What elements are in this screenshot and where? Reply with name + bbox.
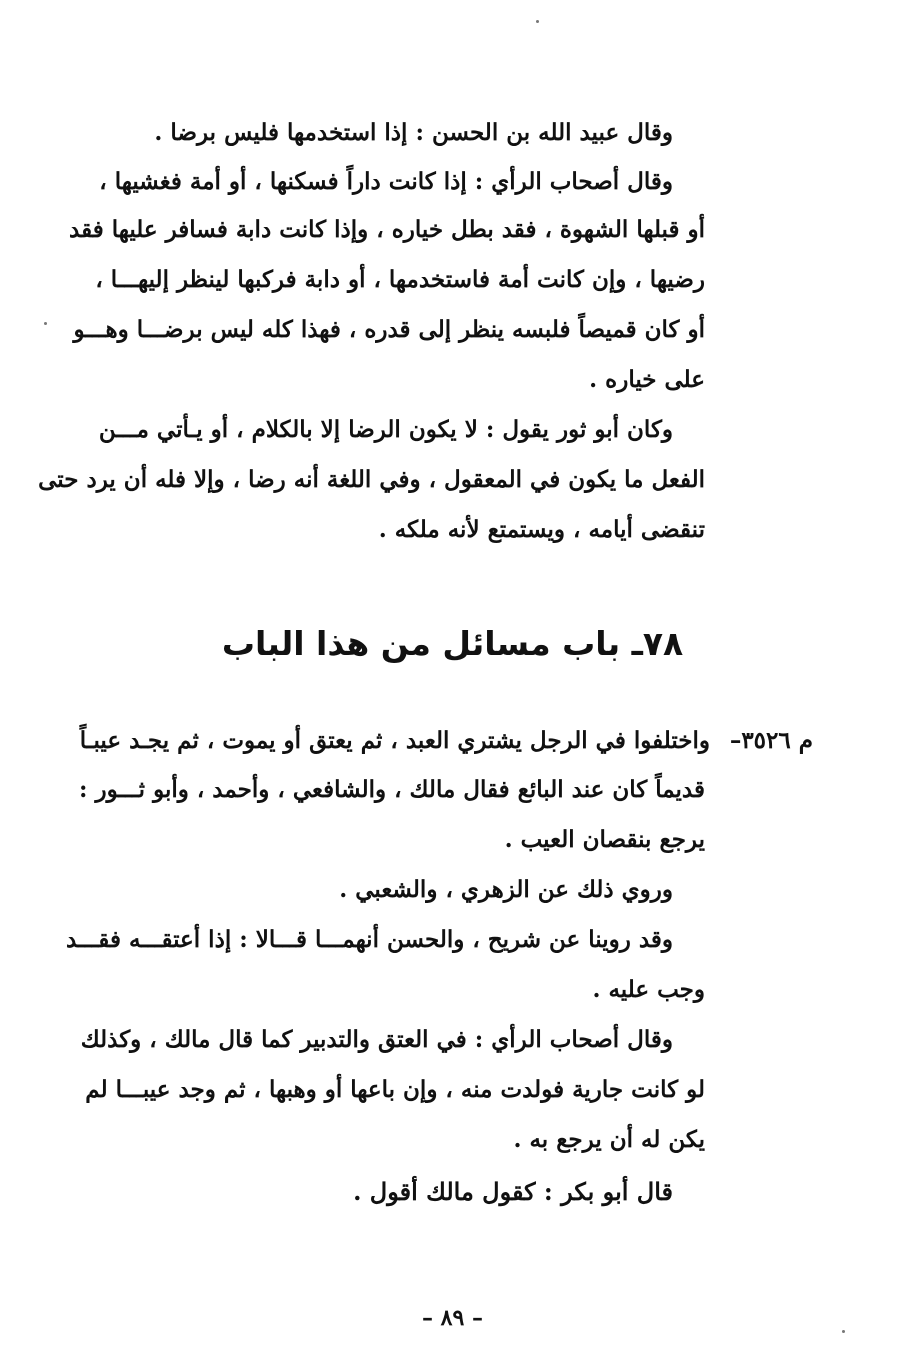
entry-line: لو كانت جارية فولدت منه ، وإن باعها أو وهبها ، ثم وجد عيبـــا لم bbox=[85, 1076, 705, 1103]
paragraph-line: وقال أصحاب الرأي : إذا كانت داراً فسكنها ، أو أمة فغشيها ، bbox=[99, 168, 673, 195]
scan-speck bbox=[842, 1330, 845, 1333]
entry-line: يكن له أن يرجع به . bbox=[513, 1126, 705, 1153]
paragraph-line: أو قبلها الشهوة ، فقد بطل خياره ، وإذا كانت دابة فسافر عليها فقد bbox=[69, 216, 705, 243]
paragraph-line: أو كان قميصاً فلبسه ينظر إلى قدره ، فهذا كله ليس برضـــا وهـــو bbox=[73, 316, 705, 343]
paragraph-line: الفعل ما يكون في المعقول ، وفي اللغة أنه رضا ، وإلا فله أن يرد حتى bbox=[38, 466, 705, 493]
scan-speck bbox=[44, 322, 47, 325]
paragraph-line: وقال عبيد الله بن الحسن : إذا استخدمها فليس برضا . bbox=[154, 119, 673, 146]
entry-line: وجب عليه . bbox=[592, 976, 705, 1003]
paragraph-line: رضيها ، وإن كانت أمة فاستخدمها ، أو دابة فركبها لينظر إليهـــا ، bbox=[95, 266, 705, 293]
entry-line: واختلفوا في الرجل يشتري العبد ، ثم يعتق أو يموت ، ثم يجـد عيبـاً bbox=[79, 727, 710, 754]
paragraph-line: على خياره . bbox=[589, 366, 705, 393]
entry-conclusion: قال أبو بكر : كقول مالك أقول . bbox=[353, 1177, 673, 1206]
entry-line: وقال أصحاب الرأي : في العتق والتدبير كما قال مالك ، وكذلك bbox=[80, 1026, 673, 1053]
entry-line: يرجع بنقصان العيب . bbox=[504, 826, 705, 853]
entry-line: وقد روينا عن شريح ، والحسن أنهمـــا قـــالا : إذا أعتقـــه فقـــد bbox=[66, 926, 673, 953]
paragraph-line: وكان أبو ثور يقول : لا يكون الرضا إلا بالكلام ، أو يـأتي مـــن bbox=[98, 416, 673, 443]
paragraph-line: تنقضى أيامه ، ويستمتع لأنه ملكه . bbox=[378, 516, 705, 543]
chapter-heading: ٧٨ـ باب مسائل من هذا الباب bbox=[221, 624, 684, 663]
scan-speck bbox=[536, 20, 539, 23]
entry-number: م ٣٥٢٦– bbox=[729, 727, 813, 754]
page-number: – ٨٩ – bbox=[422, 1305, 483, 1331]
entry-line: وروي ذلك عن الزهري ، والشعبي . bbox=[339, 876, 673, 903]
entry-line: قديماً كان عند البائع فقال مالك ، والشافعي ، وأحمد ، وأبو ثـــور : bbox=[78, 776, 705, 803]
